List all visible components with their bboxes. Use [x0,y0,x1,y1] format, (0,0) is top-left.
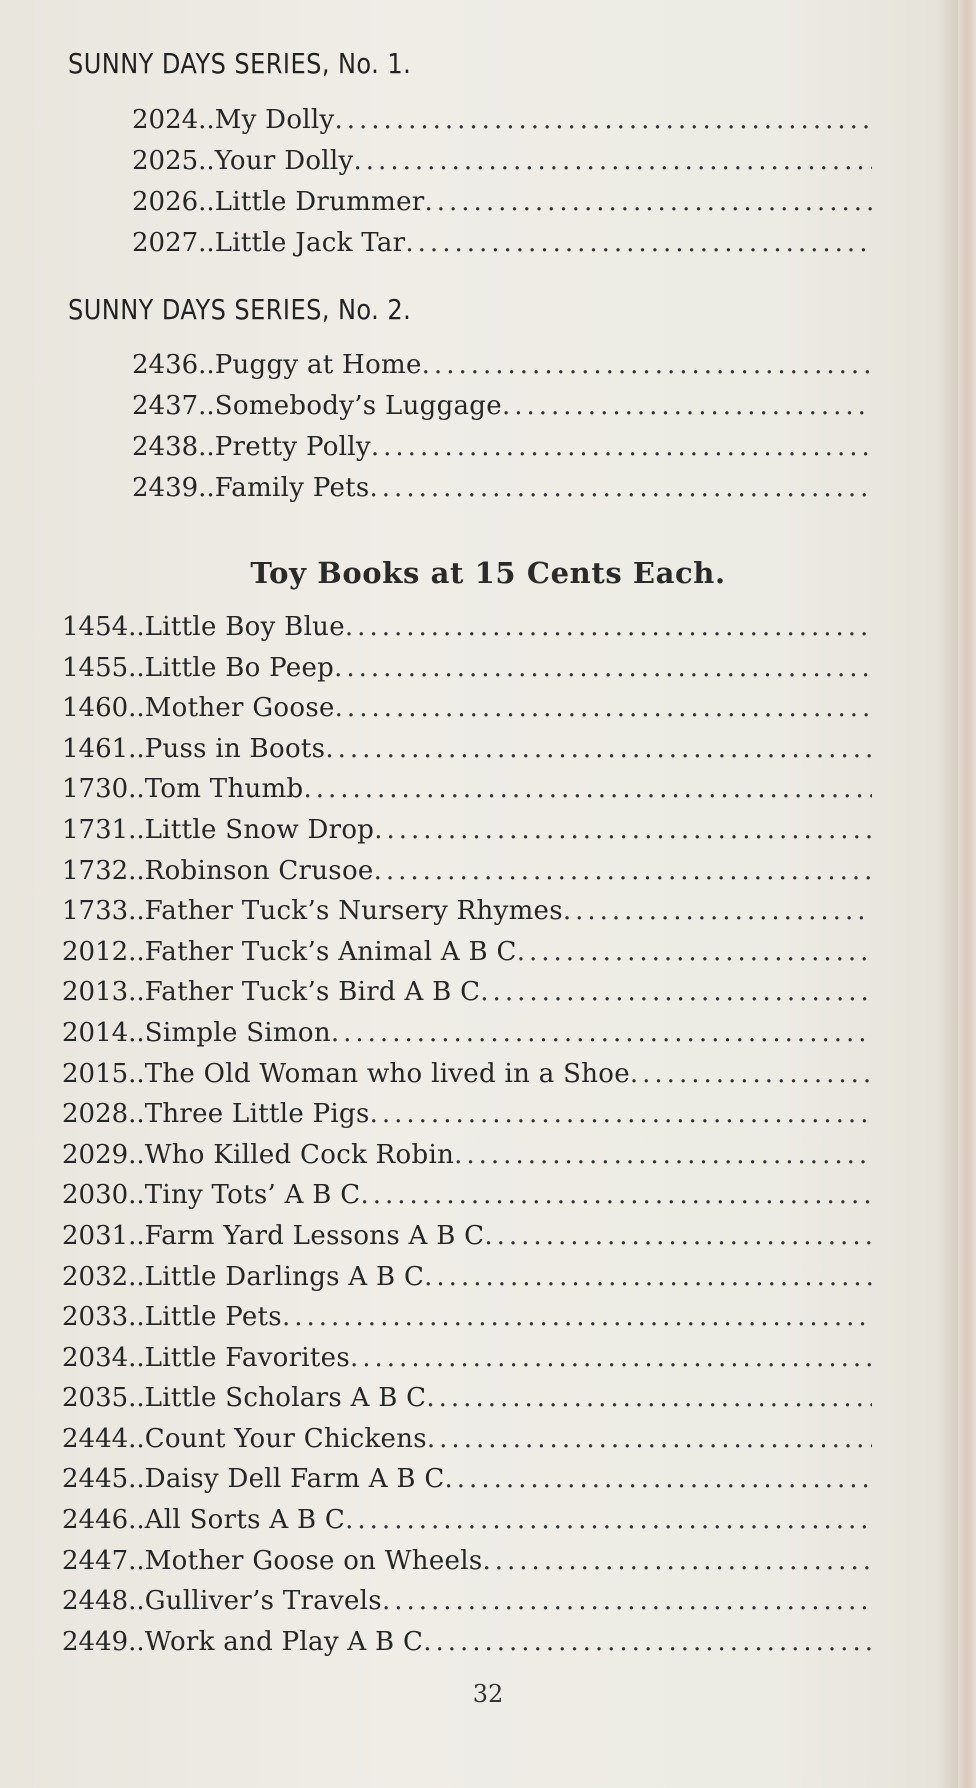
separator-dots: .. [128,1017,145,1048]
book-title: Father Tuck’s Animal A B C [144,936,517,967]
book-title: Mother Goose on Wheels [144,1545,483,1576]
book-title: Tiny Tots’ A B C [144,1180,361,1211]
catalog-number: 2024 [132,105,199,135]
list-item [132,432,872,473]
separator-dots: .. [128,1099,145,1130]
separator-dots: .. [198,228,215,258]
list-item [62,977,872,1018]
leader-dots [426,1383,872,1413]
separator-dots: .. [128,733,145,764]
catalog-number: 2012 [62,936,129,967]
catalog-number: 2449 [62,1626,129,1657]
list-item [62,1424,872,1465]
list-item [62,653,872,694]
list-item [62,693,872,734]
toy-books-heading: Toy Books at 15 Cents Each. [250,556,726,590]
book-title: Puss in Boots [144,733,326,764]
separator-dots: .. [128,1220,145,1251]
leader-dots [335,693,872,723]
leader-dots [424,1262,872,1292]
catalog-number: 1730 [62,774,129,805]
catalog-number: 2444 [62,1423,129,1454]
book-title: Puggy at Home [214,350,422,380]
catalog-number: 1455 [62,652,129,683]
separator-dots: .. [128,1586,145,1617]
book-title: Little Jack Tar [214,228,406,258]
separator-dots: .. [128,1464,145,1495]
separator-dots: .. [128,1261,145,1292]
leader-dots [374,815,872,845]
leader-dots [502,391,872,421]
catalog-number: 2015 [62,1058,129,1089]
separator-dots: .. [128,814,145,845]
separator-dots: .. [128,1505,145,1536]
leader-dots [334,653,872,683]
book-title: Little Pets [144,1302,282,1333]
book-title: Farm Yard Lessons A B C [144,1220,485,1251]
separator-dots: .. [128,1139,145,1170]
catalog-number: 2035 [62,1383,129,1414]
separator-dots: .. [128,1383,145,1414]
list-item [132,146,872,187]
catalog-number: 1454 [62,612,129,642]
leader-dots [360,1180,872,1210]
catalog-number: 2031 [62,1220,129,1251]
series-2-heading: SUNNY DAYS SERIES, No. 2. [68,293,412,326]
catalog-number: 2014 [62,1017,129,1048]
leader-dots [354,146,872,176]
leader-dots [483,1546,873,1576]
leader-dots [282,1302,872,1332]
separator-dots: .. [198,391,215,421]
book-title: The Old Woman who lived in a Shoe [144,1058,630,1089]
separator-dots: .. [128,896,145,927]
list-item [62,1383,872,1424]
catalog-number: 2436 [132,350,199,380]
leader-dots [454,1140,872,1170]
book-title: Gulliver’s Travels [144,1586,382,1617]
list-item [132,228,872,269]
list-item [62,1586,872,1627]
list-item [132,187,872,228]
leader-dots [350,1343,872,1373]
leader-dots [345,612,872,642]
separator-dots: .. [128,977,145,1008]
leader-dots [517,937,872,967]
list-item [62,1018,872,1059]
catalog-number: 2033 [62,1302,129,1333]
list-item [62,734,872,775]
separator-dots: .. [128,1342,145,1373]
book-title: Father Tuck’s Nursery Rhymes [144,896,563,927]
separator-dots: .. [128,774,145,805]
book-title: Somebody’s Luggage [214,391,502,421]
leader-dots [422,350,872,380]
separator-dots: .. [128,612,145,642]
list-item [62,1627,872,1668]
book-title: Little Favorites [144,1342,350,1373]
leader-dots [345,1505,872,1535]
book-title: Mother Goose [144,693,335,724]
separator-dots: .. [128,1545,145,1576]
separator-dots: .. [198,187,215,217]
separator-dots: .. [198,146,215,176]
leader-dots [371,432,872,462]
list-item [62,815,872,856]
page-number: 32 [472,1680,504,1708]
list-item [132,350,872,391]
list-item [62,1546,872,1587]
book-title: Family Pets [214,473,370,503]
catalog-number: 2026 [132,187,199,217]
leader-dots [563,896,872,926]
toy-books-list [62,612,872,1667]
catalog-number: 1732 [62,855,129,886]
separator-dots: .. [128,693,145,724]
book-title: My Dolly [214,105,335,135]
list-item [132,105,872,146]
book-title: Your Dolly [214,146,354,176]
separator-dots: .. [198,105,215,135]
book-title: Tom Thumb [144,774,304,805]
separator-dots: .. [128,1058,145,1089]
catalog-number: 1731 [62,814,129,845]
list-item [62,1059,872,1100]
list-item [62,774,872,815]
catalog-number: 1733 [62,896,129,927]
page-edge [958,0,976,1788]
list-item [62,1221,872,1262]
book-title: Father Tuck’s Bird A B C [144,977,481,1008]
catalog-number: 2439 [132,473,199,503]
book-title: Three Little Pigs [144,1099,370,1130]
catalog-number: 2438 [132,432,199,462]
book-title: Pretty Polly [214,432,371,462]
list-item [62,1302,872,1343]
list-item [62,856,872,897]
series-2-list [132,350,872,514]
book-title: Count Your Chickens [144,1423,427,1454]
catalog-number: 1460 [62,693,129,724]
separator-dots: .. [128,652,145,683]
catalog-number: 2013 [62,977,129,1008]
book-title: Little Drummer [214,187,425,217]
list-item [62,1180,872,1221]
catalog-number: 2447 [62,1545,129,1576]
catalog-number: 2025 [132,146,199,176]
leader-dots [382,1586,872,1616]
leader-dots [425,187,873,217]
list-item [62,1464,872,1505]
list-item [62,1262,872,1303]
book-title: Who Killed Cock Robin [144,1139,455,1170]
leader-dots [335,105,873,135]
book-title: Robinson Crusoe [144,855,374,886]
book-title: Little Scholars A B C [144,1383,427,1414]
separator-dots: .. [128,855,145,886]
list-item [62,612,872,653]
separator-dots: .. [128,1423,145,1454]
book-title: Work and Play A B C [144,1626,424,1657]
leader-dots [445,1464,872,1494]
leader-dots [370,1099,872,1129]
book-title: Daisy Dell Farm A B C [144,1464,445,1495]
leader-dots [370,473,872,503]
separator-dots: .. [128,1626,145,1657]
leader-dots [374,856,872,886]
book-title: All Sorts A B C [144,1505,346,1536]
catalog-number: 2028 [62,1099,129,1130]
catalog-number: 2437 [132,391,199,421]
catalog-number: 2448 [62,1586,129,1617]
catalog-number: 1461 [62,733,129,764]
series-1-heading: SUNNY DAYS SERIES, No. 1. [68,47,412,80]
book-title: Little Snow Drop [144,814,375,845]
separator-dots: .. [128,936,145,967]
catalog-number: 2027 [132,228,199,258]
list-item [62,1505,872,1546]
leader-dots [630,1059,872,1089]
catalog-number: 2032 [62,1261,129,1292]
book-title: Simple Simon [144,1017,331,1048]
separator-dots: .. [128,1180,145,1211]
separator-dots: .. [128,1302,145,1333]
leader-dots [325,734,872,764]
catalog-number: 2445 [62,1464,129,1495]
catalog-number: 2034 [62,1342,129,1373]
leader-dots [303,774,872,804]
list-item [62,1343,872,1384]
list-item [62,1140,872,1181]
catalog-number: 2029 [62,1139,129,1170]
book-title: Little Darlings A B C [144,1261,425,1292]
separator-dots: .. [198,473,215,503]
catalog-number: 2030 [62,1180,129,1211]
catalog-number: 2446 [62,1505,129,1536]
book-title: Little Boy Blue [144,612,345,642]
series-1-list [132,105,872,269]
leader-dots [331,1018,872,1048]
list-item [62,937,872,978]
list-item [132,391,872,432]
list-item [62,896,872,937]
leader-dots [423,1627,872,1657]
separator-dots: .. [198,350,215,380]
book-title: Little Bo Peep [144,652,335,683]
list-item [62,1099,872,1140]
leader-dots [427,1424,872,1454]
leader-dots [480,977,872,1007]
leader-dots [484,1221,872,1251]
separator-dots: .. [198,432,215,462]
list-item [132,473,872,514]
leader-dots [405,228,872,258]
